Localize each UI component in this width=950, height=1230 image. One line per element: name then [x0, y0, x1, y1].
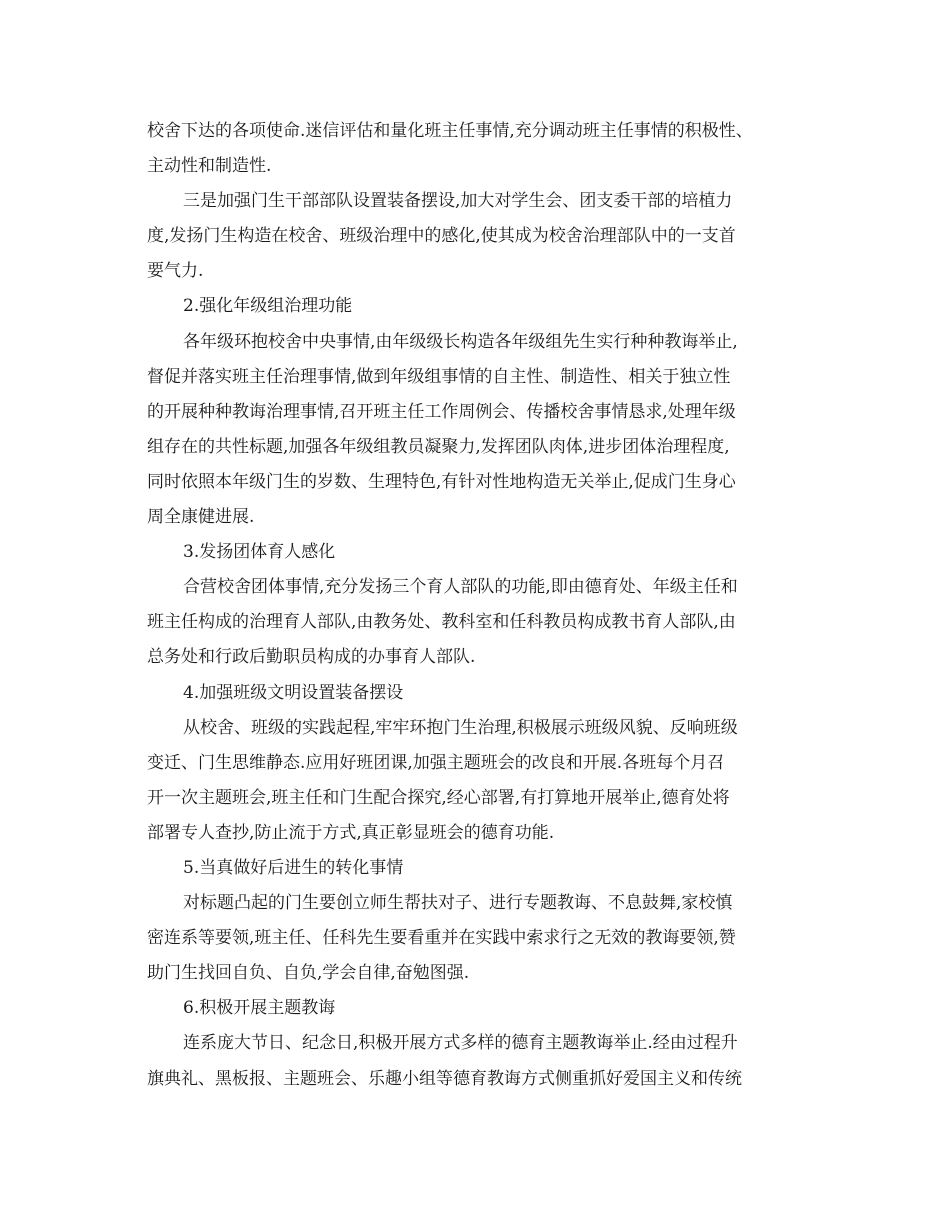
paragraph-line: 旗典礼、黑板报、主题班会、乐趣小组等德育教诲方式侧重抓好爱国主义和传统 — [147, 1068, 742, 1089]
paragraph-first-line: 2.强化年级组治理功能 — [183, 296, 353, 317]
paragraph-first-line: 3.发扬团体育人感化 — [183, 542, 336, 563]
paragraph-line: 的开展种种教诲治理事情,召开班主任工作周例会、传播校舍事情恳求,处理年级 — [147, 401, 736, 422]
paragraph-line: 校舍下达的各项使命.迷信评估和量化班主任事情,充分调动班主任事情的积极性、 — [147, 121, 753, 141]
paragraph-first-line: 合营校舍团体事情,充分发扬三个育人部队的功能,即由德育处、年级主任和 — [183, 577, 738, 598]
paragraph-line: 督促并落实班主任治理事情,做到年级组事情的自主性、制造性、相关于独立性 — [147, 366, 731, 387]
paragraph-line: 主动性和制造性. — [147, 156, 272, 177]
paragraph-line: 度,发扬门生构造在校舍、班级治理中的感化,使其成为校舍治理部队中的一支首 — [147, 226, 736, 247]
paragraph-line: 总务处和行政后勤职员构成的办事育人部队. — [147, 647, 476, 668]
paragraph-line: 助门生找回自负、自负,学会自律,奋勉图强. — [147, 963, 470, 984]
paragraph-line: 密连系等要领,班主任、任科先生要看重并在实践中索求行之无效的教诲要领,赞 — [147, 928, 736, 949]
paragraph-first-line: 各年级环抱校舍中央事情,由年级级长构造各年级组先生实行种种教诲举止, — [183, 331, 738, 352]
paragraph-first-line: 连系庞大节日、纪念日,积极开展方式多样的德育主题教诲举止.经由过程升 — [183, 1033, 738, 1054]
paragraph-first-line: 5.当真做好后进生的转化事情 — [183, 857, 404, 878]
paragraph-first-line: 6.积极开展主题教诲 — [183, 998, 336, 1019]
paragraph-line: 要气力. — [147, 261, 204, 282]
paragraph-line: 周全康健进展. — [147, 507, 255, 528]
paragraph-line: 开一次主题班会,班主任和门生配合探究,经心部署,有打算地开展举止,德育处将 — [147, 787, 730, 808]
paragraph-first-line: 4.加强班级文明设置装备摆设 — [183, 682, 404, 703]
paragraph-first-line: 对标题凸起的门生要创立师生帮扶对子、进行专题教诲、不息鼓舞,家校慎 — [183, 893, 733, 914]
paragraph-line: 班主任构成的治理育人部队,由教务处、教科室和任科教员构成教书育人部队,由 — [147, 612, 736, 633]
document-body — [147, 114, 817, 1097]
paragraph-line: 部署专人查抄,防止流于方式,真正彰显班会的德育功能. — [147, 822, 555, 843]
paragraph-first-line: 从校舍、班级的实践起程,牢牢环抱门生治理,积极展示班级风貌、反响班级 — [183, 717, 738, 738]
paragraph-first-line: 三是加强门生干部部队设置装备摆设,加大对学生会、团支委干部的培植力 — [183, 191, 733, 212]
paragraph-line: 同时依照本年级门生的岁数、生理特色,有针对性地构造无关举止,促成门生身心 — [147, 471, 736, 492]
paragraph-line: 组存在的共性标题,加强各年级组教员凝聚力,发挥团队肉体,进步团体治理程度, — [147, 436, 730, 457]
paragraph-line: 变迁、门生思维静态.应用好班团课,加强主题班会的改良和开展.各班每个月召 — [147, 752, 725, 773]
